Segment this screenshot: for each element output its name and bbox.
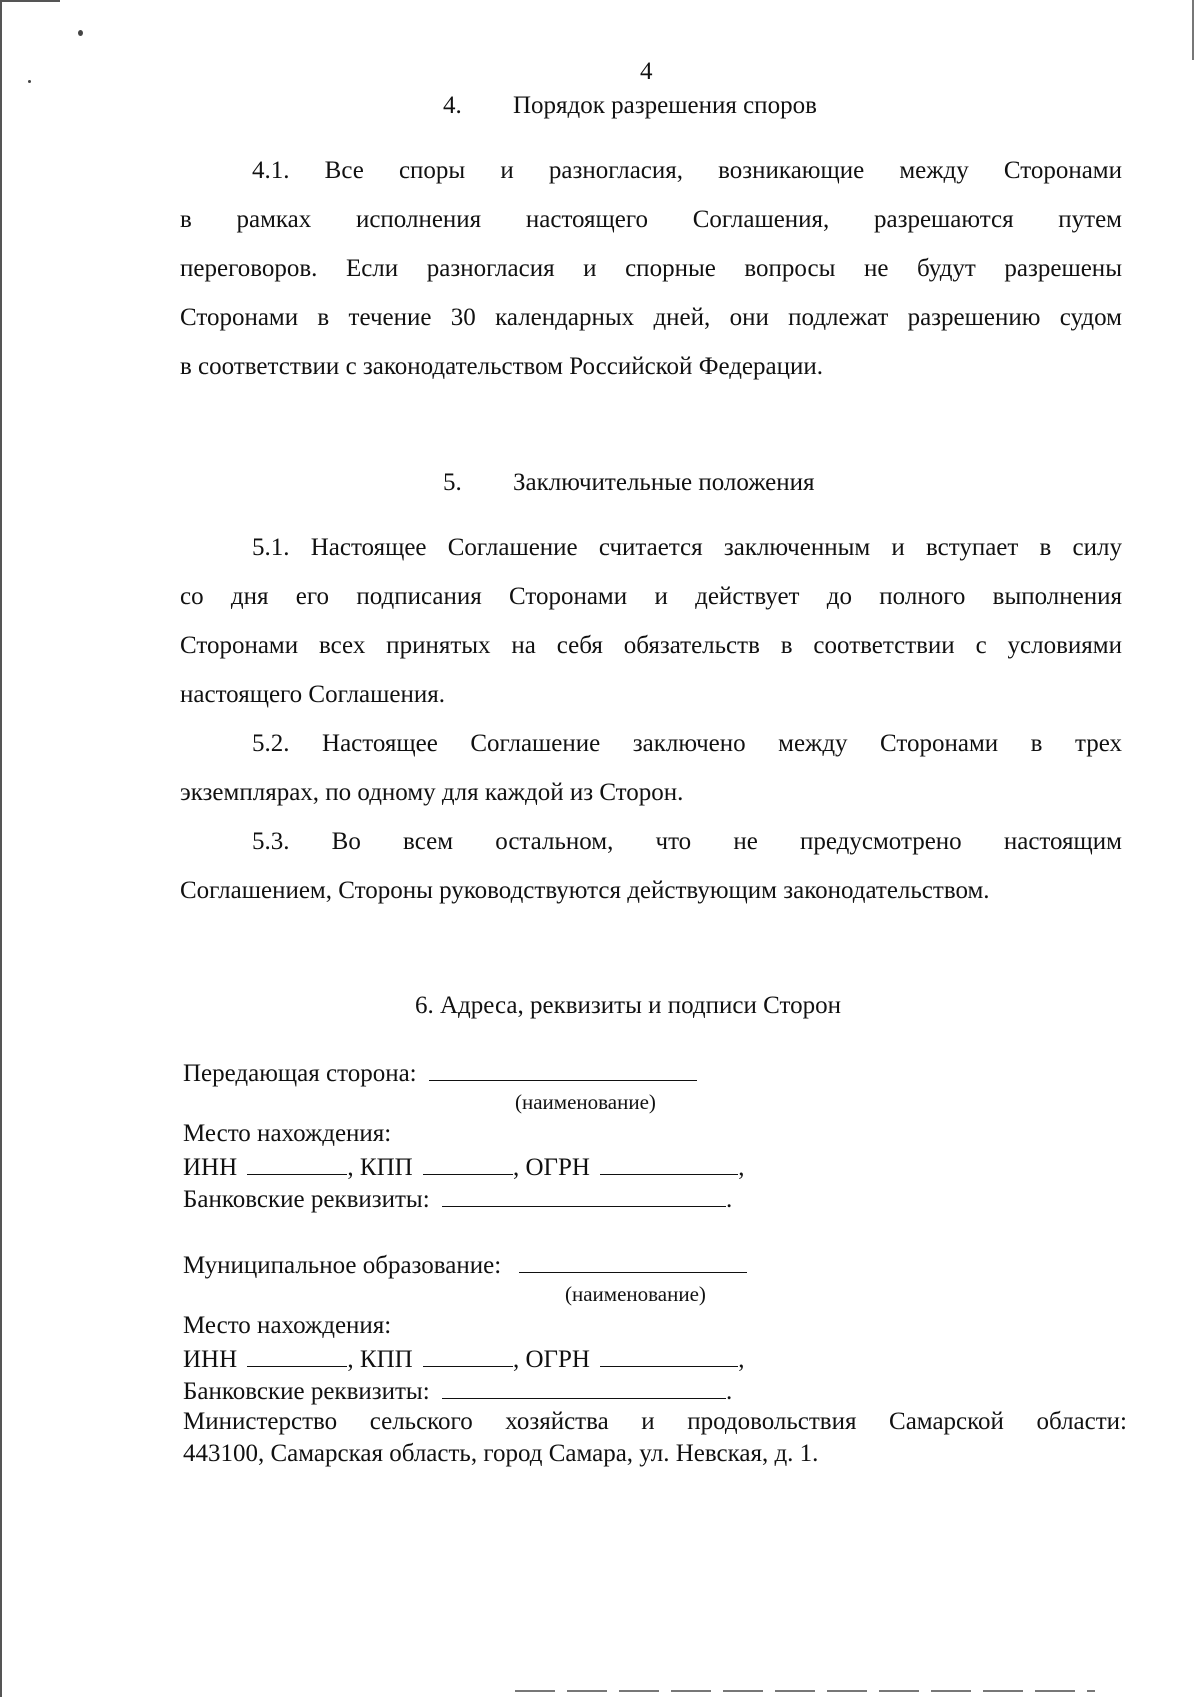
- party1-ids-row: [183, 1152, 744, 1182]
- party2-ogrn-label: , ОГРН: [512, 1346, 590, 1373]
- party1-kpp-label: , КПП: [347, 1154, 413, 1181]
- party2-location: Место нахождения:: [183, 1312, 392, 1339]
- para-5-1-line: Сторонами всех принятых на себя обязательств в соответствии с условиями: [180, 632, 1122, 659]
- party2-inn-blank[interactable]: [247, 1344, 347, 1367]
- party1-inn-blank[interactable]: [247, 1152, 347, 1175]
- party1-label: Передающая сторона:: [183, 1060, 417, 1087]
- party2-ids-row: [183, 1344, 744, 1374]
- party2-bank-row: [183, 1376, 732, 1406]
- party2-name-blank[interactable]: [519, 1250, 747, 1273]
- party1-name-blank[interactable]: [429, 1058, 697, 1081]
- scan-edge-right: [1192, 0, 1194, 60]
- scan-speck: [28, 80, 31, 83]
- section-4-number: 4.: [443, 92, 462, 119]
- party1-ogrn-blank[interactable]: [600, 1152, 738, 1175]
- para-5-1-line: настоящего Соглашения.: [180, 681, 446, 708]
- party2-bank-label: Банковские реквизиты:: [183, 1378, 430, 1405]
- para-5-2-line: экземплярах, по одному для каждой из Сторон.: [180, 779, 684, 806]
- party2-inn-label: ИНН: [183, 1346, 238, 1373]
- party1-bank-blank[interactable]: [442, 1184, 726, 1207]
- party1-bank-label: Банковские реквизиты:: [183, 1186, 430, 1213]
- scan-speck: [78, 30, 83, 36]
- scan-edge-top: [0, 0, 60, 2]
- page-number: 4: [640, 58, 653, 85]
- para-4-1-line: в рамках исполнения настоящего Соглашения, разрешаются путем: [180, 206, 1122, 233]
- party2-label: Муниципальное образование:: [183, 1252, 502, 1279]
- para-4-1-line: переговоров. Если разногласия и спорные вопросы не будут разрешены: [180, 255, 1122, 282]
- scan-edge-left: [0, 0, 2, 1697]
- party1-bank-row: [183, 1184, 732, 1214]
- party1-location: Место нахождения:: [183, 1120, 392, 1147]
- party1-bank-end: .: [725, 1186, 733, 1213]
- para-5-2-line: 5.2. Настоящее Соглашение заключено между Сторонами в трех: [252, 730, 1122, 757]
- party2-ogrn-blank[interactable]: [600, 1344, 738, 1367]
- para-5-1-line: со дня его подписания Сторонами и действует до полного выполнения: [180, 583, 1122, 610]
- party1-ogrn-end: ,: [738, 1154, 745, 1181]
- party2-kpp-blank[interactable]: [423, 1344, 513, 1367]
- section-4-title: Порядок разрешения споров: [513, 92, 817, 119]
- party2-name-hint: (наименование): [565, 1282, 706, 1306]
- section-5-title: Заключительные положения: [513, 469, 815, 496]
- para-4-1-line: в соответствии с законодательством Российской Федерации.: [180, 353, 824, 380]
- para-4-1-line: 4.1. Все споры и разногласия, возникающие между Сторонами: [252, 157, 1122, 184]
- ministry-name: Министерство сельского хозяйства и продовольствия Самарской области:: [183, 1408, 1127, 1435]
- party1-ogrn-label: , ОГРН: [512, 1154, 590, 1181]
- party1-name-row: [183, 1058, 697, 1088]
- party1-inn-label: ИНН: [183, 1154, 238, 1181]
- party2-ogrn-end: ,: [738, 1346, 745, 1373]
- section-5-number: 5.: [443, 469, 462, 496]
- scan-bottom-dashes: [515, 1690, 1095, 1692]
- party2-kpp-label: , КПП: [347, 1346, 413, 1373]
- party1-name-hint: (наименование): [515, 1090, 656, 1114]
- para-5-3-line: 5.3. Во всем остальном, что не предусмотрено настоящим: [252, 828, 1122, 855]
- para-5-1-line: 5.1. Настоящее Соглашение считается заключенным и вступает в силу: [252, 534, 1122, 561]
- para-5-3-line: Соглашением, Стороны руководствуются действующим законодательством.: [180, 877, 990, 904]
- party2-bank-end: .: [725, 1378, 733, 1405]
- para-4-1-line: Сторонами в течение 30 календарных дней, они подлежат разрешению судом: [180, 304, 1122, 331]
- ministry-address: 443100, Самарская область, город Самара, ул. Невская, д. 1.: [183, 1440, 819, 1467]
- party2-name-row: [183, 1250, 747, 1280]
- party2-bank-blank[interactable]: [442, 1376, 726, 1399]
- section-6-title: 6. Адреса, реквизиты и подписи Сторон: [415, 992, 841, 1019]
- party1-kpp-blank[interactable]: [423, 1152, 513, 1175]
